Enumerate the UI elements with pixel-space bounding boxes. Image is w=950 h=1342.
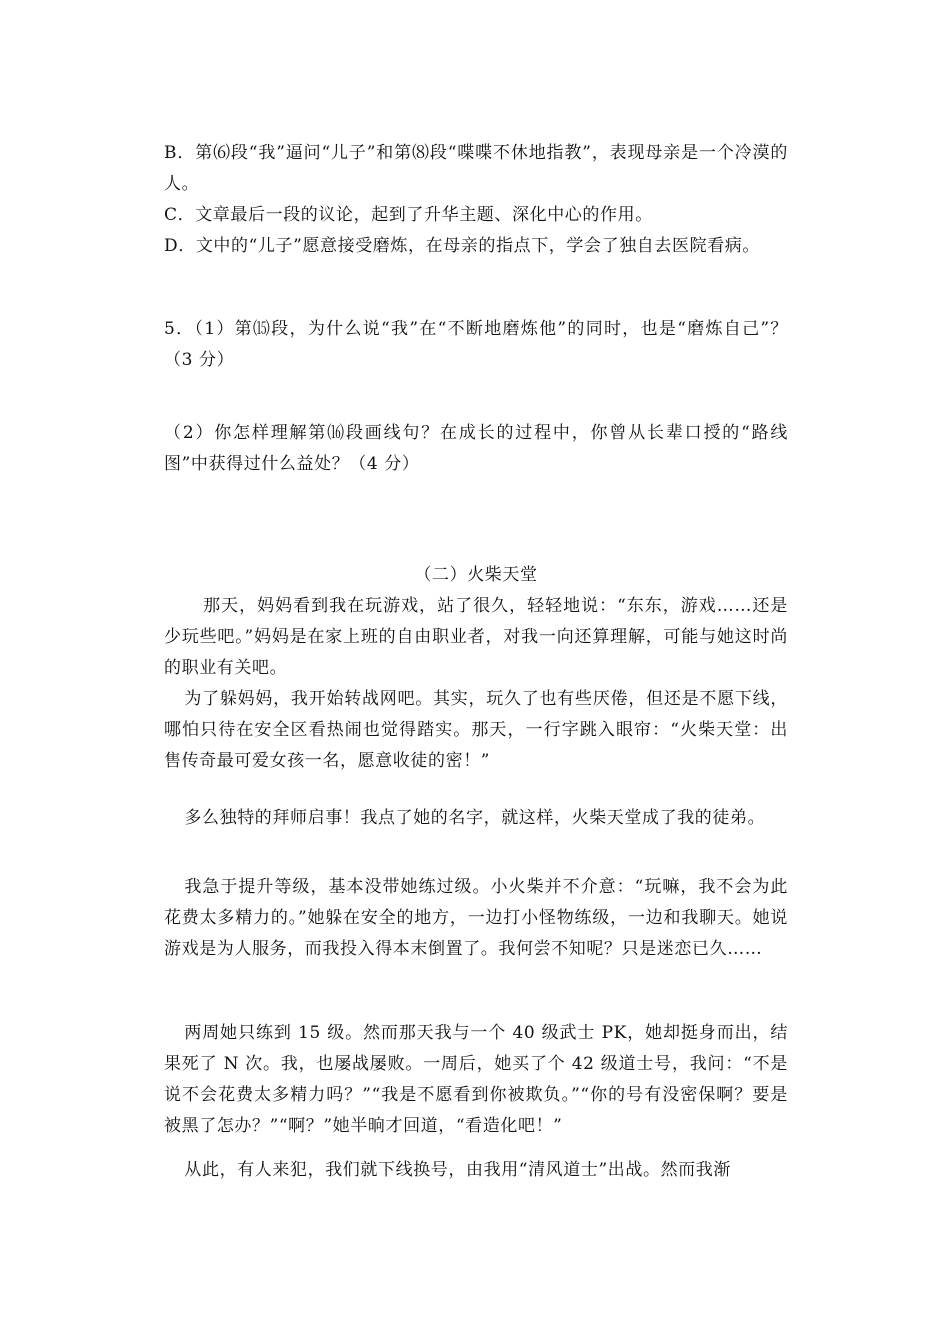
paragraph-3: 多么独特的拜师启事！我点了她的名字，就这样，火柴天堂成了我的徒弟。 [184,808,766,828]
paragraph-4: 我急于提升等级，基本没带她练过级。小火柴并不介意：“玩嘛，我不会为此花费太多精力的。”她躲在安全的地方，一边打小怪物练级，一边和我聊天。她说游戏是为人服务，而我投入得本末倒置了。我何尝不知呢？只是迷恋已久…… [164,877,788,959]
paragraph-2: 为了躲妈妈，我开始转战网吧。其实，玩久了也有些厌倦，但还是不愿下线，哪怕只待在安全区看热闹也觉得踏实。那天，一行字跳入眼帘：“火柴天堂：出售传奇最可爱女孩一名，愿意收徒的密！” [164,689,788,771]
section-title: （二）火柴天堂 [414,565,538,585]
paragraph-1: 那天，妈妈看到我在玩游戏，站了很久，轻轻地说：“东东，游戏……还是少玩些吧。”妈妈是在家上班的自由职业者，对我一向还算理解，可能与她这时尚的职业有关吧。 [164,596,788,678]
paragraph-5: 两周她只练到 15 级。然而那天我与一个 40 级武士 PK，她却挺身而出，结果死了 N 次。我，也屡战屡败。一周后，她买了个 42 级道士号，我问：“不是说不会花费太多精力吗？”“我是不愿看到你被欺负。”“你的号有没密保啊？要是被黑了怎办？”“啊？”她半晌才回道，“看造化吧！” [164,1023,788,1136]
option-d: D．文中的“儿子”愿意接受磨炼，在母亲的指点下，学会了独自去医院看病。 [164,236,761,256]
question-5-1: 5．（1）第⒂段，为什么说“我”在“不断地磨炼他”的同时，也是“磨炼自己”？（3 分） [164,319,788,370]
option-b: B．第⑹段“我”逼问“儿子”和第⑻段“喋喋不休地指教”，表现母亲是一个冷漠的人。 [164,143,788,194]
paragraph-6: 从此，有人来犯，我们就下线换号，由我用“清风道士”出战。然而我渐 [184,1160,731,1180]
option-c: C．文章最后一段的议论，起到了升华主题、深化中心的作用。 [164,205,653,225]
question-5-2: （2）你怎样理解第⒃段画线句？在成长的过程中，你曾从长辈口授的“路线图”中获得过什么益处？（4 分） [164,423,788,474]
